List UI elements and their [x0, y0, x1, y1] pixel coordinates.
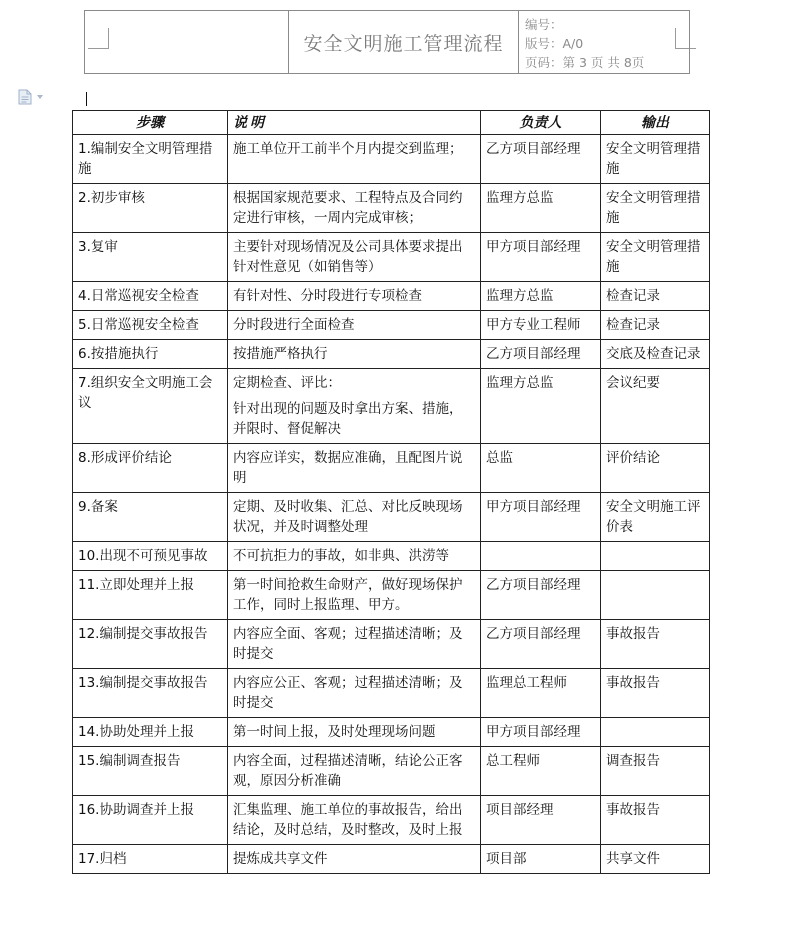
header-output: 输出 [601, 111, 710, 135]
owner-cell: 乙方项目部经理 [481, 620, 601, 669]
header-logo-cell [85, 11, 289, 73]
description-cell [228, 282, 481, 311]
description-cell [228, 796, 481, 845]
description-text: 按措施严格执行 [233, 346, 328, 362]
header-owner: 负责人 [481, 111, 601, 135]
output-cell: 安全文明施工评价表 [601, 493, 710, 542]
step-cell: 9.备案 [73, 493, 228, 542]
chevron-down-icon[interactable] [37, 95, 43, 99]
table-row [73, 233, 710, 282]
output-cell: 调查报告 [601, 747, 710, 796]
description-text: 针对出现的问题及时拿出方案、措施，并限时、督促解决 [233, 401, 463, 437]
table-row [73, 340, 710, 369]
owner-cell: 乙方项目部经理 [481, 571, 601, 620]
description-text: 根据国家规范要求、工程特点及合同约定进行审核，一周内完成审核； [233, 190, 463, 226]
description-text: 内容应公正、客观；过程描述清晰；及时提交 [233, 675, 463, 711]
description-text: 施工单位开工前半个月内提交到监理； [233, 141, 463, 157]
step-cell: 4.日常巡视安全检查 [73, 282, 228, 311]
description-text: 第一时间上报，及时处理现场问题 [233, 724, 436, 740]
owner-cell [481, 542, 601, 571]
table-row [73, 369, 710, 444]
owner-cell: 监理总工程师 [481, 669, 601, 718]
owner-cell: 甲方项目部经理 [481, 493, 601, 542]
description-text: 有针对性、分时段进行专项检查 [233, 288, 422, 304]
output-cell: 安全文明管理措施 [601, 135, 710, 184]
description-cell [228, 340, 481, 369]
output-cell: 检查记录 [601, 282, 710, 311]
document-header [84, 10, 690, 74]
description-text: 内容应全面、客观；过程描述清晰；及时提交 [233, 626, 463, 662]
header-step: 步骤 [73, 111, 228, 135]
description-text: 内容应详实，数据应准确，且配图片说明 [233, 450, 463, 486]
output-cell: 事故报告 [601, 669, 710, 718]
owner-cell: 项目部 [481, 845, 601, 874]
header-description: 说明 [228, 111, 481, 135]
output-cell: 安全文明管理措施 [601, 233, 710, 282]
step-cell: 13.编制提交事故报告 [73, 669, 228, 718]
table-row [73, 669, 710, 718]
description-cell [228, 669, 481, 718]
output-cell: 共享文件 [601, 845, 710, 874]
owner-cell: 监理方总监 [481, 184, 601, 233]
description-text: 汇集监理、施工单位的事故报告，给出结论，及时总结，及时整改，及时上报 [233, 802, 463, 838]
description-cell [228, 233, 481, 282]
owner-cell: 乙方项目部经理 [481, 340, 601, 369]
description-text: 定期检查、评比： [233, 375, 341, 391]
step-cell: 11.立即处理并上报 [73, 571, 228, 620]
output-cell: 事故报告 [601, 620, 710, 669]
owner-cell: 甲方项目部经理 [481, 233, 601, 282]
output-cell: 安全文明管理措施 [601, 184, 710, 233]
step-cell: 2.初步审核 [73, 184, 228, 233]
document-title: 安全文明施工管理流程 [289, 11, 519, 73]
description-text: 定期、及时收集、汇总、对比反映现场状况，并及时调整处理 [233, 499, 463, 535]
document-icon[interactable] [18, 89, 32, 105]
step-cell: 6.按措施执行 [73, 340, 228, 369]
output-cell [601, 542, 710, 571]
description-cell [228, 718, 481, 747]
description-cell [228, 493, 481, 542]
description-text: 第一时间抢救生命财产，做好现场保护工作，同时上报监理、甲方。 [233, 577, 463, 613]
step-cell: 10.出现不可预见事故 [73, 542, 228, 571]
description-cell [228, 571, 481, 620]
step-cell: 16.协助调查并上报 [73, 796, 228, 845]
table-row [73, 620, 710, 669]
step-cell: 8.形成评价结论 [73, 444, 228, 493]
description-text: 主要针对现场情况及公司具体要求提出针对性意见（如销售等） [233, 239, 463, 275]
owner-cell: 乙方项目部经理 [481, 135, 601, 184]
owner-cell: 甲方专业工程师 [481, 311, 601, 340]
table-row [73, 796, 710, 845]
page-indicator: 页码：第 3 页 共 8页 [525, 55, 645, 70]
header-meta [519, 11, 689, 73]
table-row [73, 845, 710, 874]
description-cell [228, 369, 481, 444]
description-cell [228, 135, 481, 184]
description-cell [228, 845, 481, 874]
step-cell: 14.协助处理并上报 [73, 718, 228, 747]
description-cell [228, 747, 481, 796]
process-table [72, 110, 710, 874]
output-cell: 评价结论 [601, 444, 710, 493]
step-cell: 1.编制安全文明管理措施 [73, 135, 228, 184]
step-cell: 7.组织安全文明施工会议 [73, 369, 228, 444]
table-row [73, 493, 710, 542]
document-version: 版号：A/0 [525, 36, 584, 51]
text-cursor [86, 92, 87, 106]
step-cell: 3.复审 [73, 233, 228, 282]
owner-cell: 监理方总监 [481, 282, 601, 311]
document-number: 编号： [525, 17, 563, 32]
step-cell: 15.编制调查报告 [73, 747, 228, 796]
description-text: 内容全面，过程描述清晰，结论公正客观，原因分析准确 [233, 753, 463, 789]
owner-cell: 总工程师 [481, 747, 601, 796]
table-row [73, 542, 710, 571]
description-text: 提炼成共享文件 [233, 851, 328, 867]
owner-cell: 监理方总监 [481, 369, 601, 444]
description-cell [228, 311, 481, 340]
description-cell [228, 620, 481, 669]
step-cell: 17.归档 [73, 845, 228, 874]
table-row [73, 282, 710, 311]
output-cell: 检查记录 [601, 311, 710, 340]
output-cell [601, 571, 710, 620]
table-row [73, 747, 710, 796]
table-row [73, 135, 710, 184]
output-cell: 交底及检查记录 [601, 340, 710, 369]
table-header-row [73, 111, 710, 135]
table-row [73, 718, 710, 747]
table-row [73, 571, 710, 620]
output-cell [601, 718, 710, 747]
description-text: 不可抗拒力的事故，如非典、洪涝等 [233, 548, 449, 564]
description-cell [228, 542, 481, 571]
description-text: 分时段进行全面检查 [233, 317, 355, 333]
step-cell: 12.编制提交事故报告 [73, 620, 228, 669]
description-cell [228, 444, 481, 493]
description-cell [228, 184, 481, 233]
table-row [73, 184, 710, 233]
output-cell: 事故报告 [601, 796, 710, 845]
output-cell: 会议纪要 [601, 369, 710, 444]
owner-cell: 项目部经理 [481, 796, 601, 845]
owner-cell: 总监 [481, 444, 601, 493]
owner-cell: 甲方项目部经理 [481, 718, 601, 747]
table-row [73, 444, 710, 493]
step-cell: 5.日常巡视安全检查 [73, 311, 228, 340]
table-row [73, 311, 710, 340]
